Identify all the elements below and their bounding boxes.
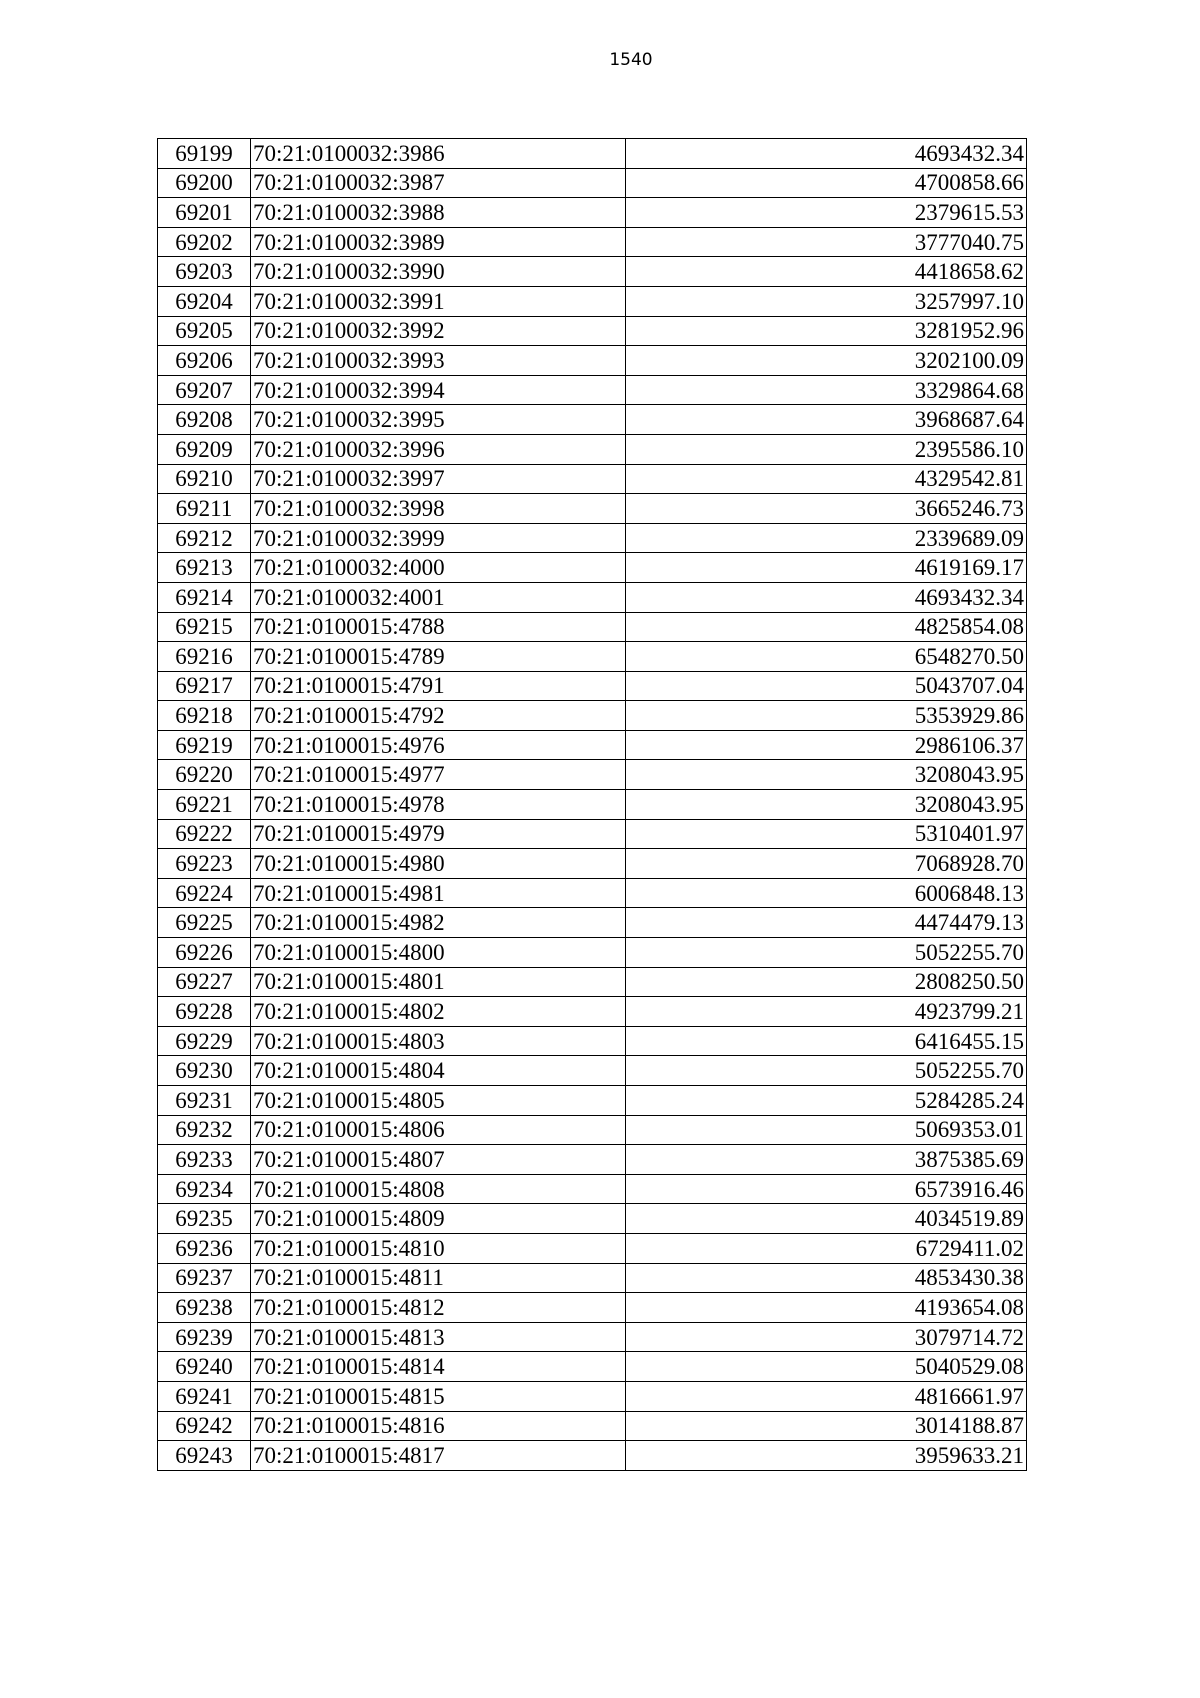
cadastral-value-cell: 2379615.53 (626, 198, 1027, 228)
cadastral-number-cell: 70:21:0100015:4807 (251, 1145, 626, 1175)
row-number-cell: 69211 (158, 494, 251, 524)
cadastral-number-cell: 70:21:0100015:4811 (251, 1263, 626, 1293)
cadastral-value-cell: 4034519.89 (626, 1204, 1027, 1234)
row-number-cell: 69203 (158, 257, 251, 287)
row-number-cell: 69241 (158, 1381, 251, 1411)
table-row (158, 1322, 1027, 1352)
cadastral-number-cell: 70:21:0100015:4806 (251, 1115, 626, 1145)
row-number-cell: 69222 (158, 819, 251, 849)
cadastral-value-cell: 3875385.69 (626, 1145, 1027, 1175)
cadastral-number-cell: 70:21:0100015:4814 (251, 1352, 626, 1382)
cadastral-number-cell: 70:21:0100015:4801 (251, 967, 626, 997)
cadastral-value-cell: 3257997.10 (626, 286, 1027, 316)
cadastral-value-cell: 3281952.96 (626, 316, 1027, 346)
cadastral-value-cell: 7068928.70 (626, 849, 1027, 879)
cadastral-number-cell: 70:21:0100015:4805 (251, 1086, 626, 1116)
table-row (158, 701, 1027, 731)
row-number-cell: 69221 (158, 790, 251, 820)
cadastral-number-cell: 70:21:0100032:3990 (251, 257, 626, 287)
table-row (158, 849, 1027, 879)
cadastral-number-cell: 70:21:0100032:3993 (251, 346, 626, 376)
cadastral-value-cell: 4816661.97 (626, 1381, 1027, 1411)
table-row (158, 997, 1027, 1027)
cadastral-number-cell: 70:21:0100032:3988 (251, 198, 626, 228)
table-row (158, 642, 1027, 672)
table-row (158, 257, 1027, 287)
row-number-cell: 69220 (158, 760, 251, 790)
cadastral-number-cell: 70:21:0100032:3999 (251, 523, 626, 553)
table-row (158, 494, 1027, 524)
cadastral-value-cell: 4693432.34 (626, 139, 1027, 169)
cadastral-value-cell: 2986106.37 (626, 730, 1027, 760)
cadastral-value-cell: 5069353.01 (626, 1115, 1027, 1145)
table-row (158, 434, 1027, 464)
table-row (158, 346, 1027, 376)
cadastral-number-cell: 70:21:0100032:4000 (251, 553, 626, 583)
table-row (158, 760, 1027, 790)
row-number-cell: 69216 (158, 642, 251, 672)
table-row (158, 227, 1027, 257)
cadastral-value-cell: 5284285.24 (626, 1086, 1027, 1116)
cadastral-value-cell: 4825854.08 (626, 612, 1027, 642)
cadastral-value-cell: 6729411.02 (626, 1233, 1027, 1263)
cadastral-number-cell: 70:21:0100015:4788 (251, 612, 626, 642)
cadastral-number-cell: 70:21:0100015:4792 (251, 701, 626, 731)
cadastral-value-cell: 5052255.70 (626, 1056, 1027, 1086)
cadastral-value-cell: 6573916.46 (626, 1174, 1027, 1204)
cadastral-value-cell: 5043707.04 (626, 671, 1027, 701)
row-number-cell: 69243 (158, 1441, 251, 1471)
cadastral-value-cell: 5052255.70 (626, 938, 1027, 968)
row-number-cell: 69215 (158, 612, 251, 642)
cadastral-value-cell: 5040529.08 (626, 1352, 1027, 1382)
cadastral-number-cell: 70:21:0100032:3991 (251, 286, 626, 316)
row-number-cell: 69227 (158, 967, 251, 997)
cadastral-value-cell: 4693432.34 (626, 582, 1027, 612)
table-row (158, 1441, 1027, 1471)
row-number-cell: 69232 (158, 1115, 251, 1145)
cadastral-value-table (157, 138, 1027, 1471)
table-row (158, 671, 1027, 701)
table-row (158, 1145, 1027, 1175)
row-number-cell: 69210 (158, 464, 251, 494)
table-row (158, 464, 1027, 494)
table-row (158, 582, 1027, 612)
cadastral-value-cell: 5310401.97 (626, 819, 1027, 849)
cadastral-number-cell: 70:21:0100015:4815 (251, 1381, 626, 1411)
cadastral-number-cell: 70:21:0100015:4978 (251, 790, 626, 820)
row-number-cell: 69199 (158, 139, 251, 169)
cadastral-number-cell: 70:21:0100015:4800 (251, 938, 626, 968)
row-number-cell: 69204 (158, 286, 251, 316)
row-number-cell: 69202 (158, 227, 251, 257)
cadastral-number-cell: 70:21:0100015:4791 (251, 671, 626, 701)
table-row (158, 1263, 1027, 1293)
table-row (158, 1115, 1027, 1145)
cadastral-number-cell: 70:21:0100032:4001 (251, 582, 626, 612)
row-number-cell: 69212 (158, 523, 251, 553)
table-row (158, 1204, 1027, 1234)
table-row (158, 286, 1027, 316)
cadastral-number-cell: 70:21:0100032:3987 (251, 168, 626, 198)
cadastral-number-cell: 70:21:0100015:4817 (251, 1441, 626, 1471)
cadastral-value-cell: 3208043.95 (626, 790, 1027, 820)
cadastral-value-cell: 3329864.68 (626, 375, 1027, 405)
table-row (158, 612, 1027, 642)
cadastral-value-cell: 3079714.72 (626, 1322, 1027, 1352)
table-row (158, 967, 1027, 997)
cadastral-value-cell: 4474479.13 (626, 908, 1027, 938)
row-number-cell: 69230 (158, 1056, 251, 1086)
row-number-cell: 69235 (158, 1204, 251, 1234)
cadastral-number-cell: 70:21:0100015:4809 (251, 1204, 626, 1234)
row-number-cell: 69224 (158, 878, 251, 908)
row-number-cell: 69205 (158, 316, 251, 346)
cadastral-number-cell: 70:21:0100032:3998 (251, 494, 626, 524)
cadastral-value-cell: 4418658.62 (626, 257, 1027, 287)
cadastral-value-cell: 6006848.13 (626, 878, 1027, 908)
table-row (158, 523, 1027, 553)
page-number: 1540 (609, 50, 653, 70)
cadastral-value-cell: 3968687.64 (626, 405, 1027, 435)
table-row (158, 938, 1027, 968)
table-row (158, 405, 1027, 435)
cadastral-value-cell: 3014188.87 (626, 1411, 1027, 1441)
cadastral-number-cell: 70:21:0100032:3992 (251, 316, 626, 346)
cadastral-number-cell: 70:21:0100015:4981 (251, 878, 626, 908)
cadastral-number-cell: 70:21:0100015:4803 (251, 1026, 626, 1056)
cadastral-number-cell: 70:21:0100015:4810 (251, 1233, 626, 1263)
cadastral-number-cell: 70:21:0100015:4804 (251, 1056, 626, 1086)
cadastral-value-cell: 6548270.50 (626, 642, 1027, 672)
table-row (158, 1381, 1027, 1411)
row-number-cell: 69201 (158, 198, 251, 228)
row-number-cell: 69234 (158, 1174, 251, 1204)
cadastral-number-cell: 70:21:0100015:4812 (251, 1293, 626, 1323)
table-row (158, 908, 1027, 938)
row-number-cell: 69225 (158, 908, 251, 938)
cadastral-number-cell: 70:21:0100015:4980 (251, 849, 626, 879)
row-number-cell: 69228 (158, 997, 251, 1027)
row-number-cell: 69231 (158, 1086, 251, 1116)
table-row (158, 139, 1027, 169)
row-number-cell: 69240 (158, 1352, 251, 1382)
table-row (158, 553, 1027, 583)
table-row (158, 1056, 1027, 1086)
table-row (158, 1411, 1027, 1441)
cadastral-number-cell: 70:21:0100015:4976 (251, 730, 626, 760)
table-row (158, 1293, 1027, 1323)
table-row (158, 375, 1027, 405)
cadastral-value-cell: 3208043.95 (626, 760, 1027, 790)
row-number-cell: 69207 (158, 375, 251, 405)
table-body (158, 139, 1027, 1471)
cadastral-value-cell: 3202100.09 (626, 346, 1027, 376)
row-number-cell: 69208 (158, 405, 251, 435)
table-row (158, 1174, 1027, 1204)
cadastral-value-cell: 3665246.73 (626, 494, 1027, 524)
cadastral-value-cell: 2395586.10 (626, 434, 1027, 464)
row-number-cell: 69242 (158, 1411, 251, 1441)
cadastral-number-cell: 70:21:0100032:3994 (251, 375, 626, 405)
row-number-cell: 69214 (158, 582, 251, 612)
row-number-cell: 69219 (158, 730, 251, 760)
cadastral-value-cell: 6416455.15 (626, 1026, 1027, 1056)
row-number-cell: 69206 (158, 346, 251, 376)
row-number-cell: 69213 (158, 553, 251, 583)
row-number-cell: 69200 (158, 168, 251, 198)
row-number-cell: 69239 (158, 1322, 251, 1352)
cadastral-number-cell: 70:21:0100032:3995 (251, 405, 626, 435)
cadastral-value-cell: 3777040.75 (626, 227, 1027, 257)
cadastral-number-cell: 70:21:0100032:3997 (251, 464, 626, 494)
row-number-cell: 69238 (158, 1293, 251, 1323)
table-row (158, 316, 1027, 346)
table-row (158, 1233, 1027, 1263)
table-row (158, 730, 1027, 760)
cadastral-value-cell: 2339689.09 (626, 523, 1027, 553)
row-number-cell: 69223 (158, 849, 251, 879)
cadastral-number-cell: 70:21:0100032:3989 (251, 227, 626, 257)
cadastral-value-cell: 4853430.38 (626, 1263, 1027, 1293)
table-row (158, 819, 1027, 849)
table-row (158, 878, 1027, 908)
table-row (158, 790, 1027, 820)
cadastral-value-cell: 2808250.50 (626, 967, 1027, 997)
row-number-cell: 69236 (158, 1233, 251, 1263)
cadastral-number-cell: 70:21:0100032:3986 (251, 139, 626, 169)
cadastral-value-cell: 4700858.66 (626, 168, 1027, 198)
table-row (158, 1352, 1027, 1382)
cadastral-value-cell: 3959633.21 (626, 1441, 1027, 1471)
cadastral-number-cell: 70:21:0100015:4982 (251, 908, 626, 938)
table-row (158, 198, 1027, 228)
cadastral-number-cell: 70:21:0100015:4802 (251, 997, 626, 1027)
cadastral-value-cell: 4193654.08 (626, 1293, 1027, 1323)
cadastral-number-cell: 70:21:0100015:4808 (251, 1174, 626, 1204)
cadastral-value-cell: 4619169.17 (626, 553, 1027, 583)
cadastral-number-cell: 70:21:0100015:4979 (251, 819, 626, 849)
row-number-cell: 69237 (158, 1263, 251, 1293)
table-row (158, 1086, 1027, 1116)
cadastral-number-cell: 70:21:0100015:4789 (251, 642, 626, 672)
row-number-cell: 69226 (158, 938, 251, 968)
cadastral-number-cell: 70:21:0100015:4816 (251, 1411, 626, 1441)
cadastral-number-cell: 70:21:0100015:4813 (251, 1322, 626, 1352)
cadastral-number-cell: 70:21:0100032:3996 (251, 434, 626, 464)
table-row (158, 1026, 1027, 1056)
cadastral-number-cell: 70:21:0100015:4977 (251, 760, 626, 790)
cadastral-value-cell: 4329542.81 (626, 464, 1027, 494)
row-number-cell: 69209 (158, 434, 251, 464)
row-number-cell: 69218 (158, 701, 251, 731)
table-row (158, 168, 1027, 198)
cadastral-value-cell: 4923799.21 (626, 997, 1027, 1027)
row-number-cell: 69233 (158, 1145, 251, 1175)
cadastral-value-cell: 5353929.86 (626, 701, 1027, 731)
row-number-cell: 69229 (158, 1026, 251, 1056)
row-number-cell: 69217 (158, 671, 251, 701)
